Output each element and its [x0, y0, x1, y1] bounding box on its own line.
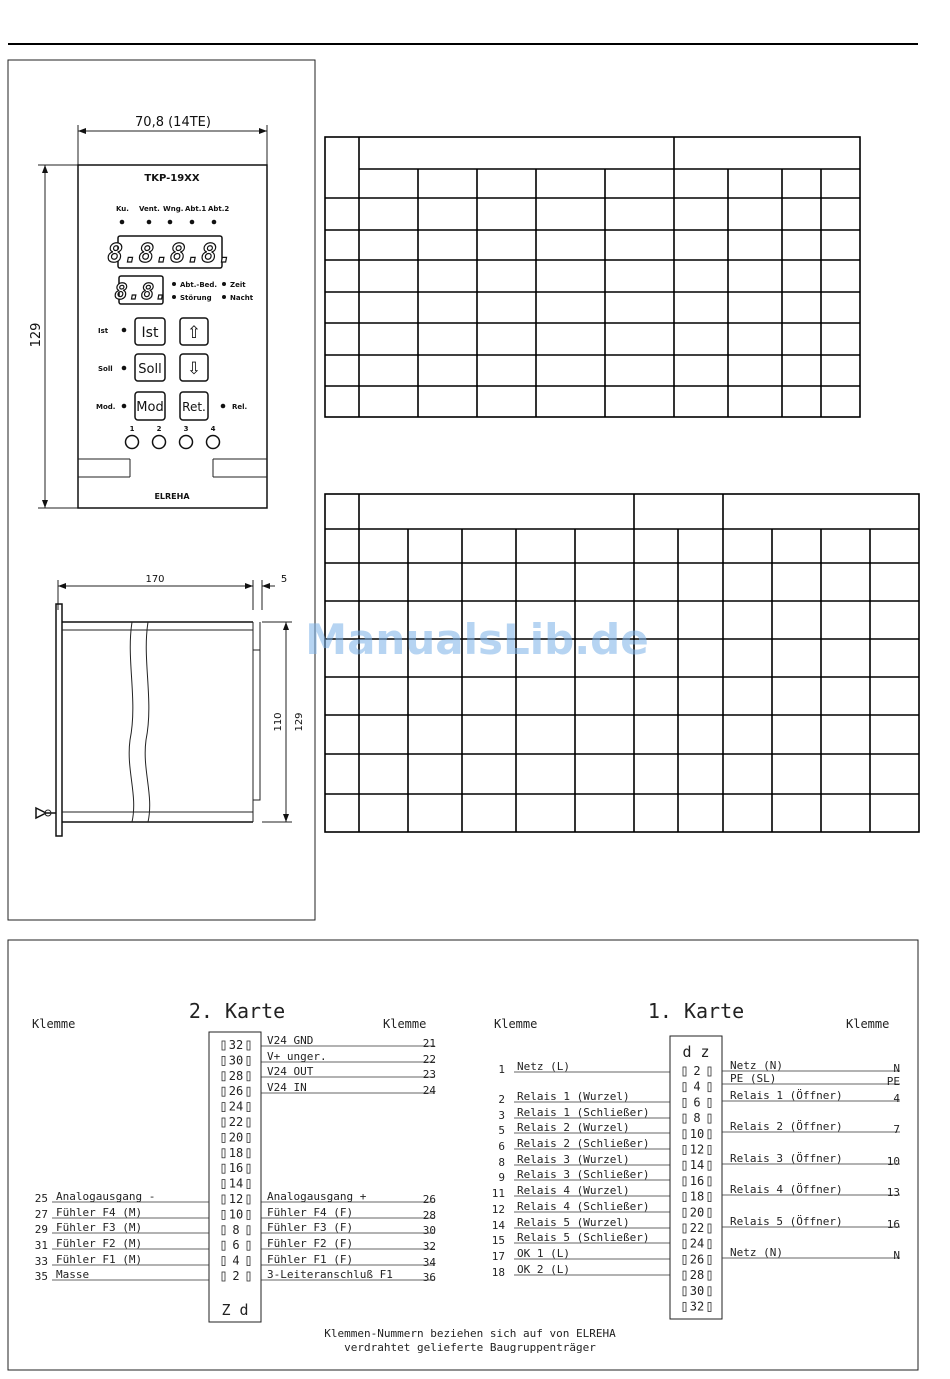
card2-left-signal-num: 29: [34, 1223, 48, 1236]
card1-klemme-right: Klemme: [846, 1017, 890, 1031]
pin-left-mark: [222, 1226, 225, 1235]
card2-left-signal-name: Fühler F2 (M): [56, 1237, 143, 1250]
pin-number: 2: [693, 1064, 701, 1078]
pin-right-mark: [708, 1083, 711, 1092]
pin-right-mark: [247, 1272, 250, 1281]
led-icon: [190, 220, 195, 225]
jack-socket-icon: [207, 436, 220, 449]
card1-right-signal-num: N: [893, 1249, 900, 1262]
pin-left-mark: [222, 1149, 225, 1158]
pin-left-mark: [683, 1255, 686, 1264]
card1-left-signal-name: Netz (L): [517, 1060, 570, 1073]
pin-number: 16: [228, 1161, 244, 1176]
footnote-line-1: Klemmen-Nummern beziehen sich auf von ELREHA: [324, 1327, 616, 1340]
card1-right-signal-name: Relais 1 (Öffner): [730, 1089, 843, 1102]
pin-number: 20: [228, 1130, 244, 1145]
pin-number: 6: [693, 1095, 701, 1110]
card1-right-signal-num: 4: [893, 1092, 900, 1105]
pin-left-mark: [222, 1072, 225, 1081]
pin-number: 12: [228, 1192, 244, 1206]
arrow-down-icon: ⇩: [186, 359, 202, 379]
pin-left-mark: [683, 1161, 686, 1170]
card1-left-signal-num: 15: [491, 1234, 505, 1247]
led-label-wng: Wng.: [163, 205, 184, 213]
pin-number: 32: [689, 1299, 705, 1314]
empty-table-1: [325, 137, 860, 417]
led-icon: [172, 282, 176, 286]
card2-right-signal-num: 22: [422, 1053, 436, 1066]
jack-socket-icon: [180, 436, 193, 449]
led-label-abt2: Abt.2: [208, 205, 230, 213]
led-label-vent: Vent.: [139, 205, 160, 213]
pin-right-mark: [708, 1177, 711, 1186]
status-stoerung: Störung: [180, 294, 212, 302]
footnote-line-2: verdrahtet gelieferte Baugruppenträger: [344, 1341, 596, 1354]
card1-right-signal-num: PE: [886, 1075, 900, 1088]
card1-left-signal-name: Relais 4 (Wurzel): [517, 1184, 630, 1197]
pin-left-mark: [222, 1133, 225, 1142]
card1-left-signal-num: 3: [498, 1109, 505, 1122]
card1-left-signal-num: 8: [498, 1156, 505, 1169]
card2-klemme-right: Klemme: [383, 1017, 427, 1031]
card1-left-signal-name: OK 2 (L): [517, 1263, 570, 1276]
pin-number: 22: [228, 1115, 244, 1129]
jack-row: [126, 425, 220, 449]
pin-number: 32: [228, 1038, 244, 1052]
card2-right-signal-num: 24: [422, 1084, 436, 1097]
pin-left-mark: [222, 1180, 225, 1189]
pin-number: 6: [232, 1238, 240, 1253]
width-dimension: [78, 115, 267, 165]
card1-left-signal-name: Relais 1 (Schließer): [517, 1106, 650, 1119]
card2-left-signal-num: 35: [34, 1270, 48, 1283]
pin-right-mark: [247, 1133, 250, 1142]
led-icon: [172, 295, 176, 299]
status-nacht: Nacht: [230, 294, 254, 302]
pin-right-mark: [247, 1226, 250, 1235]
card2-klemme-left: Klemme: [32, 1017, 76, 1031]
pin-number: 10: [689, 1126, 705, 1141]
pin-left-mark: [683, 1083, 686, 1092]
pin-left-mark: [222, 1056, 225, 1065]
pin-right-mark: [247, 1210, 250, 1219]
card1-left-signal-num: 9: [498, 1171, 505, 1184]
pin-number: 20: [689, 1205, 705, 1220]
card1-left-signal-num: 18: [491, 1266, 505, 1279]
pin-right-mark: [708, 1130, 711, 1139]
card2-left-signal-num: 25: [34, 1192, 48, 1205]
pin-number: 18: [689, 1189, 705, 1204]
card2-left-signal-num: 27: [34, 1208, 48, 1221]
card1-klemme-left: Klemme: [494, 1017, 538, 1031]
pin-right-mark: [708, 1303, 711, 1312]
pin-left-mark: [683, 1208, 686, 1217]
pin-number: 26: [689, 1252, 705, 1267]
card1-left-signal-name: Relais 5 (Schließer): [517, 1231, 650, 1244]
card1-diagram: [492, 999, 901, 1319]
pin-right-mark: [708, 1067, 711, 1076]
model-label: TKP-19XX: [144, 173, 200, 184]
pin-left-mark: [683, 1114, 686, 1123]
card1-right-signal-num: 10: [886, 1155, 900, 1168]
ist-led-label: Ist: [98, 327, 109, 335]
card1-left-signal-name: OK 1 (L): [517, 1247, 570, 1260]
card1-left-signal-num: 12: [491, 1203, 505, 1216]
pin-number: 30: [228, 1053, 244, 1068]
pin-right-mark: [247, 1103, 250, 1112]
pin-right-mark: [708, 1271, 711, 1280]
pin-right-mark: [708, 1255, 711, 1264]
card1-left-signal-name: Relais 2 (Wurzel): [517, 1121, 630, 1134]
pin-right-mark: [247, 1241, 250, 1250]
card1-right-signal-num: 7: [893, 1123, 900, 1136]
pin-right-mark: [708, 1193, 711, 1202]
pin-left-mark: [222, 1195, 225, 1204]
pin-left-mark: [683, 1177, 686, 1186]
pin-number: 4: [693, 1079, 701, 1094]
pin-number: 28: [228, 1068, 244, 1083]
pin-right-mark: [708, 1098, 711, 1107]
led-top-labels: [116, 205, 229, 213]
brand-label: ELREHA: [154, 492, 190, 501]
card2-right-signal-num: 30: [422, 1224, 436, 1237]
card1-left-signal-num: 5: [498, 1124, 505, 1137]
pin-right-mark: [708, 1114, 711, 1123]
card2-right-signal-num: 36: [422, 1271, 436, 1284]
card2-left-signal-num: 31: [34, 1239, 48, 1252]
card1-left-signal-num: 17: [491, 1250, 505, 1263]
pin-right-mark: [247, 1041, 250, 1050]
pin-number: 12: [689, 1142, 705, 1157]
pin-right-mark: [708, 1208, 711, 1217]
card1-right-signal-num: 16: [886, 1218, 900, 1231]
card2-right-signal-name: Analogausgang +: [267, 1190, 367, 1203]
pin-left-mark: [222, 1103, 225, 1112]
pin-left-mark: [222, 1087, 225, 1096]
status-leds: [172, 281, 254, 302]
pin-right-mark: [708, 1240, 711, 1249]
status-zeit: Zeit: [230, 281, 246, 289]
pin-right-mark: [247, 1056, 250, 1065]
inner-height-label: 110: [273, 712, 284, 732]
pin-left-mark: [222, 1272, 225, 1281]
pin-left-mark: [683, 1146, 686, 1155]
arrow-up-icon: ⇧: [186, 323, 202, 343]
led-icon: [222, 295, 226, 299]
card1-right-signal-name: Relais 5 (Öffner): [730, 1215, 843, 1228]
pin-right-mark: [247, 1180, 250, 1189]
watermark: ManualsLib.de: [305, 615, 649, 664]
pin-number: 14: [228, 1176, 244, 1191]
drawing-frame: [8, 60, 315, 920]
card2-right-signal-name: Fühler F3 (F): [267, 1221, 354, 1234]
card1-left-signal-num: 11: [491, 1187, 505, 1200]
front-dimension-label: 5: [280, 574, 288, 585]
led-icon: [221, 404, 226, 409]
jack-socket-icon: [153, 436, 166, 449]
card1-right-signal-num: 13: [886, 1186, 900, 1199]
pin-left-mark: [222, 1210, 225, 1219]
pin-right-mark: [708, 1146, 711, 1155]
pin-right-mark: [247, 1149, 250, 1158]
depth-dimension-label: 170: [145, 574, 165, 585]
mod-led-label: Mod.: [96, 403, 116, 411]
rel-led-label: Rel.: [232, 403, 248, 411]
card2-left-signal-name: Fühler F4 (M): [56, 1206, 143, 1219]
pin-right-mark: [247, 1118, 250, 1127]
pin-number: 2: [232, 1269, 240, 1283]
height-dimension: [29, 165, 78, 508]
panel-slots: [78, 459, 267, 477]
pin-number: 8: [232, 1222, 240, 1237]
card2-right-signal-name: Fühler F1 (F): [267, 1253, 354, 1266]
card1-left-signal-name: Relais 3 (Wurzel): [517, 1153, 630, 1166]
pin-right-mark: [247, 1164, 250, 1173]
card2-right-signal-num: 21: [422, 1037, 436, 1050]
pin-number: 10: [228, 1207, 244, 1222]
ret-button-label: Ret.: [182, 400, 206, 414]
led-label-abt1: Abt.1: [185, 205, 207, 213]
pin-right-mark: [708, 1287, 711, 1296]
card1-right-signal-name: Netz (N): [730, 1059, 783, 1072]
status-abt-bed: Abt.-Bed.: [180, 281, 218, 289]
card1-right-signal-name: Netz (N): [730, 1246, 783, 1259]
pin-number: 22: [689, 1221, 705, 1235]
pin-left-mark: [683, 1067, 686, 1076]
pin-number: 26: [228, 1084, 244, 1099]
card2-right-signal-name: V+ unger.: [267, 1050, 327, 1063]
pin-right-mark: [247, 1195, 250, 1204]
card1-title: 1. Karte: [647, 999, 745, 1023]
pin-left-mark: [683, 1287, 686, 1296]
card1-right-signal-name: Relais 4 (Öffner): [730, 1183, 843, 1196]
pin-left-mark: [222, 1241, 225, 1250]
pin-left-mark: [683, 1130, 686, 1139]
led-row: [120, 220, 217, 225]
pin-left-mark: [683, 1224, 686, 1233]
pin-right-mark: [247, 1087, 250, 1096]
height-dimension-label: 129: [29, 322, 44, 348]
pin-left-mark: [222, 1257, 225, 1266]
pin-number: 24: [689, 1236, 705, 1251]
card2-left-signal-name: Masse: [56, 1268, 90, 1281]
pin-right-mark: [708, 1161, 711, 1170]
width-dimension-label: 70,8 (14TE): [135, 115, 211, 130]
card1-right-signal-name: Relais 2 (Öffner): [730, 1120, 843, 1133]
led-label-ku: Ku.: [116, 205, 129, 213]
card1-right-signal-name: PE (SL): [730, 1072, 777, 1085]
led-icon: [122, 404, 127, 409]
pin-left-mark: [222, 1164, 225, 1173]
pin-number: 28: [689, 1268, 705, 1283]
jack-socket-icon: [126, 436, 139, 449]
card2-right-signal-name: V24 GND: [267, 1034, 314, 1047]
pin-right-mark: [247, 1072, 250, 1081]
pin-left-mark: [683, 1303, 686, 1312]
main-display-digits: 8.8.8.8.: [107, 239, 233, 269]
card1-left-signal-name: Relais 2 (Schließer): [517, 1137, 650, 1150]
card2-right-signal-num: 26: [422, 1193, 436, 1206]
led-icon: [147, 220, 152, 225]
pin-number: 16: [689, 1173, 705, 1188]
card1-right-signal-name: Relais 3 (Öffner): [730, 1152, 843, 1165]
pin-number: 18: [228, 1145, 244, 1160]
card2-diagram: [32, 999, 436, 1322]
card1-left-signal-name: Relais 5 (Wurzel): [517, 1216, 630, 1229]
pin-left-mark: [683, 1240, 686, 1249]
card1-left-signal-name: Relais 4 (Schließer): [517, 1200, 650, 1213]
card2-title: 2. Karte: [188, 999, 286, 1023]
card1-left-signal-num: 2: [498, 1093, 505, 1106]
card1-top-letters: d z: [682, 1043, 710, 1061]
soll-led-label: Soll: [98, 365, 113, 373]
card1-left-signal-name: Relais 1 (Wurzel): [517, 1090, 630, 1103]
pin-left-mark: [683, 1098, 686, 1107]
pin-number: 24: [228, 1099, 244, 1114]
pin-left-mark: [683, 1193, 686, 1202]
pin-number: 4: [232, 1253, 240, 1268]
outer-height-label: 129: [294, 712, 305, 732]
card2-left-signal-num: 33: [34, 1255, 48, 1268]
pin-left-mark: [222, 1041, 225, 1050]
soll-button-label: Soll: [138, 362, 162, 377]
card1-left-signal-num: 1: [498, 1063, 505, 1076]
mod-button-label: Mod: [136, 400, 164, 415]
led-icon: [212, 220, 217, 225]
led-icon: [122, 328, 127, 333]
small-display-digits: 8.8.: [114, 280, 168, 305]
card2-right-signal-num: 23: [422, 1068, 436, 1081]
pin-number: 8: [693, 1111, 701, 1126]
card2-right-signal-name: 3-Leiteranschluß F1: [267, 1268, 393, 1281]
card2-right-signal-num: 32: [422, 1240, 436, 1253]
ist-button-label: Ist: [141, 325, 159, 341]
card2-right-signal-num: 28: [422, 1209, 436, 1222]
jack-number: 1: [129, 425, 135, 433]
pin-right-mark: [247, 1257, 250, 1266]
card2-right-signal-name: Fühler F2 (F): [267, 1237, 354, 1250]
card1-left-signal-name: Relais 3 (Schließer): [517, 1168, 650, 1181]
jack-number: 3: [183, 425, 189, 433]
side-view: [36, 574, 305, 836]
pin-number: 14: [689, 1158, 705, 1173]
pin-number: 30: [689, 1283, 705, 1298]
card2-right-signal-name: Fühler F4 (F): [267, 1206, 354, 1219]
led-icon: [168, 220, 173, 225]
card2-left-signal-name: Analogausgang -: [56, 1190, 156, 1203]
led-icon: [222, 282, 226, 286]
front-panel: [78, 165, 267, 508]
card1-left-signal-num: 6: [498, 1140, 505, 1153]
card2-right-signal-num: 34: [422, 1256, 436, 1269]
card2-left-signal-name: Fühler F3 (M): [56, 1221, 143, 1234]
card2-right-signal-name: V24 IN: [267, 1081, 307, 1094]
led-icon: [120, 220, 125, 225]
led-icon: [122, 366, 127, 371]
pin-left-mark: [683, 1271, 686, 1280]
card2-left-signal-name: Fühler F1 (M): [56, 1253, 143, 1266]
pin-left-mark: [222, 1118, 225, 1127]
card1-left-signal-num: 14: [491, 1219, 505, 1232]
jack-number: 4: [210, 425, 216, 433]
card2-bottom-letters: Z d: [221, 1301, 249, 1319]
pin-right-mark: [708, 1224, 711, 1233]
card1-right-signal-num: N: [893, 1062, 900, 1075]
card2-right-signal-name: V24 OUT: [267, 1065, 314, 1078]
jack-number: 2: [156, 425, 162, 433]
